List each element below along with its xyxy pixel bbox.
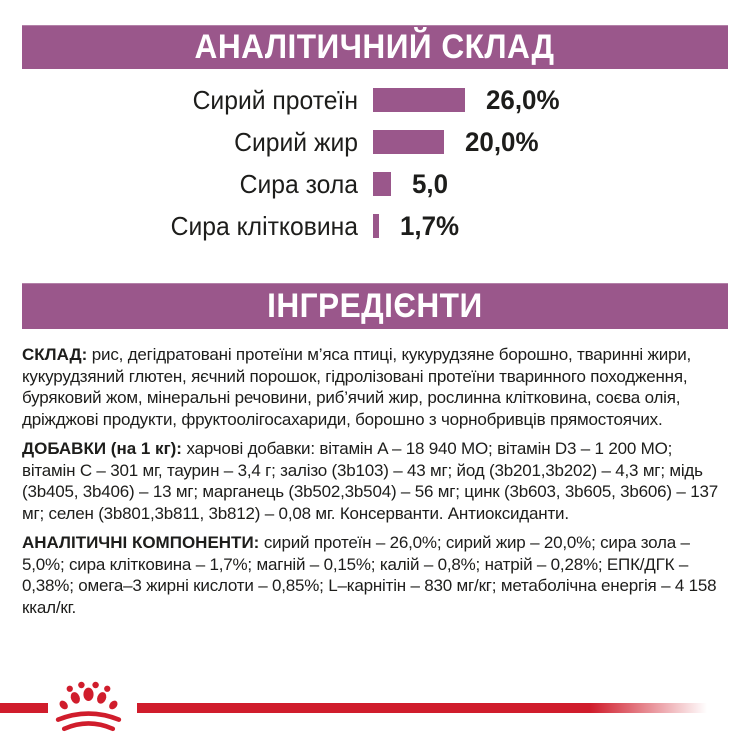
chart-value-label: 26,0% (486, 84, 560, 115)
chart-bar (373, 214, 379, 238)
chart-row (0, 126, 750, 157)
chart-row (0, 168, 750, 199)
footer-rule-left (0, 703, 48, 713)
analytical-composition-banner (22, 25, 728, 69)
analytical-components-paragraph (22, 532, 728, 618)
chart-bar (373, 130, 444, 154)
additives-paragraph (22, 438, 728, 524)
chart-value-label: 5,0 (411, 168, 448, 199)
chart-bar-area (373, 169, 449, 200)
chart-row (0, 210, 750, 241)
chart-bar-area (373, 127, 542, 158)
chart-category-label: Сира клітковина (170, 211, 358, 241)
royal-canin-crown-logo-icon (50, 681, 127, 734)
additives-lead: ДОБАВКИ (на 1 кг): (22, 439, 182, 458)
chart-value-label: 1,7% (400, 210, 460, 241)
ingredients-title: ІНГРЕДІЄНТИ (267, 286, 483, 325)
chart-category-label: Сирий жир (234, 127, 358, 157)
analytical-composition-chart (0, 84, 750, 256)
chart-category-label: Сирий протеїн (192, 85, 358, 115)
chart-row (0, 84, 750, 115)
composition-paragraph (22, 344, 728, 430)
composition-lead: СКЛАД: (22, 345, 88, 364)
additives-body: харчові добавки: вітамін A – 18 940 МО; вітамін D3 – 1 200 МО; вітамін C – 301 мг, таурин – 3,4 г; залізо (3b103) – 43 мг; йод (3b201,3b202) – 4,3 мг; мідь (3b405, 3b406) – 13 мг; марганець (3b502,3b504) – 56 мг; цинк (3b603, 3b605, 3b606) – 137 мг; селен (3b801,3b811, 3b812) – 0,08 мг. Консерванти. Антиоксиданти. (22, 439, 718, 523)
chart-bar-area (373, 85, 563, 116)
footer-rule-right (137, 703, 750, 713)
chart-bar (373, 88, 465, 112)
composition-body: рис, дегідратовані протеїни м’яса птиці, кукурудзяне борошно, тваринні жири, кукурудзяний глютен, яєчний порошок, гідролізовані протеїни тваринного походження, буряковий жом, мінеральні речовини, риб’ячий жир, рослинна клітковина, соєва олія, дріжджові продукти, фруктоолігосахариди, борошно з чорнобривців прямостоячих. (22, 345, 692, 429)
analytical-composition-title: АНАЛІТИЧНИЙ СКЛАД (195, 27, 555, 66)
chart-value-label: 20,0% (465, 126, 539, 157)
ingredients-text-block (22, 344, 728, 626)
ingredients-banner (22, 283, 728, 329)
chart-bar-area (373, 211, 462, 242)
chart-category-label: Сира зола (239, 169, 358, 199)
analytical-components-body: сирий протеїн – 26,0%; сирий жир – 20,0%; сира зола – 5,0%; сира клітковина – 1,7%; магній – 0,15%; калій – 0,8%; натрій – 0,28%; ЕПК/ДГК – 0,38%; омега–3 жирні кислоти – 0,85%; L–карнітін – 830 мг/кг; метаболічна енергія – 4 158 ккал/кг. (22, 533, 717, 617)
chart-bar (373, 172, 391, 196)
analytical-components-lead: АНАЛІТИЧНІ КОМПОНЕНТИ: (22, 533, 260, 552)
